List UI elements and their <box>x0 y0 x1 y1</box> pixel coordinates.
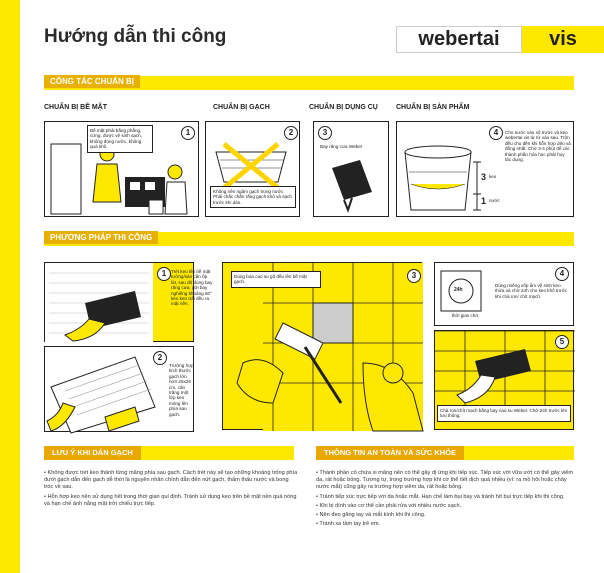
safety-item: • Thành phần có chứa xi măng nên có thể gây dị ứng khi tiếp xúc. Tiếp xúc với vữa ướt có thể gây viêm da, rát hoặc bỏng. Tương tự, trong trường hợp khi cơ thể tiết dịch quá nhiều (ví: ra mồ hôi hoặc chảy nước mắt) cũng gây ra trường hợp viêm da, rát hoặc bỏng. <box>316 470 578 492</box>
surface-step-number: 1 <box>181 126 195 140</box>
brand-part-vis: vis <box>522 26 604 53</box>
page-title: Hướng dẫn thi công <box>44 26 227 47</box>
method-step4-panel <box>434 262 574 326</box>
step4-note: Dùng miếng xốp ẩm vệ sinh keo thừa và chờ 24h cho keo khô trước khi chà ron/ chít mạch. <box>495 283 568 299</box>
safety-header <box>316 446 574 460</box>
tile-panel <box>205 121 300 217</box>
trowel-icon <box>314 122 390 218</box>
ratio-water: 1 <box>481 196 487 206</box>
notes-item: • Không được trét keo thành từng mảng phía sau gạch. Cách trét này sẽ tạo những khoảng trống phía dưới gạch dẫn đến gạch dễ thời là nguyên nhân chính dẫn đến nứt gạch, thấm thấu nước và bong tróc về sau. <box>44 470 298 492</box>
prep-band-title: CÔNG TÁC CHUẨN BỊ <box>44 75 140 88</box>
method-step2-panel <box>44 346 194 432</box>
tools-step-number: 3 <box>318 126 332 140</box>
product-note: Cho nước vào xô trước và keo webertai vis từ từ vào sau. Trộn đều cho đến khi hỗn hợp dẻo và đồng nhất. Chờ 3-4 phút để các thành phần hóa học phát huy tác dụng. <box>505 130 571 163</box>
step4-number: 4 <box>555 267 569 281</box>
step5-note: Chà ron/chít mạch bằng bay cao su Weber. Chờ 24h trước khi lưu thông. <box>437 405 571 422</box>
safety-item: • Tránh xa tầm tay trẻ em. <box>316 521 578 528</box>
surface-label: CHUẨN BỊ BỀ MẶT <box>44 104 107 111</box>
product-label: CHUẨN BỊ SẢN PHẨM <box>396 104 470 111</box>
step1-note: Trét keo lên bề mặt tường/sàn cần ốp lát, sau đó dùng bay răng cưa, gữi bay nghiêng khoảng 60° kéo keo trải đều ra mặt nền. <box>171 269 213 307</box>
step3-illustration <box>223 263 423 431</box>
safety-list <box>316 470 578 530</box>
step2-number: 2 <box>153 351 167 365</box>
clock-text: 24h <box>454 287 463 293</box>
tile-step-number: 2 <box>284 126 298 140</box>
tools-note: Bay răng cưa Weber <box>320 144 363 149</box>
notes-item: • Hỗn hợp keo nên sử dụng hết trong thời gian qui định. Tránh sử dụng keo trên bề mặt nền quá nóng và hạn chế ánh nắng mặt trời chiếu trực tiếp. <box>44 494 298 508</box>
left-accent-bar <box>0 0 20 573</box>
notes-list <box>44 470 298 510</box>
tools-panel <box>313 121 389 217</box>
step3-note: Dùng búa cao su gõ đều lên bề mặt gạch. <box>231 271 321 288</box>
safety-title: THÔNG TIN AN TOÀN VÀ SỨC KHỎE <box>316 446 464 460</box>
notes-header <box>44 446 294 460</box>
method-band-title: PHƯƠNG PHÁP THI CÔNG <box>44 231 158 244</box>
ratio-glue: 3 <box>481 172 487 182</box>
method-step1-panel <box>44 262 213 342</box>
step3-number: 3 <box>407 269 421 283</box>
surface-note: Bề mặt phải bằng phẳng, cứng, được vệ sinh sạch, không đọng nước, không quá khô. <box>87 125 153 153</box>
safety-item: • Nên đeo găng tay và mắt kính khi thi công. <box>316 512 578 519</box>
step5-number: 5 <box>555 335 569 349</box>
method-step3-panel <box>222 262 422 430</box>
safety-item: • Tránh tiếp xúc trực tiếp với da hoặc mắt. Hạn chế làm bụi bay và tránh hít bụi trực tiếp khi thi công. <box>316 494 578 501</box>
clock-caption: thời gian chờ <box>451 313 479 318</box>
product-panel <box>396 121 574 217</box>
ratio-water-label: nước <box>489 198 500 203</box>
step1-number: 1 <box>157 267 171 281</box>
brand-part-webertai: webertai <box>396 26 522 53</box>
surface-panel <box>44 121 199 217</box>
method-step5-panel <box>434 330 574 430</box>
step2-note: Trường hợp kích thước gạch lớn hơn 25x25 cm, cần trãng một lớp keo mỏng lên phía sau gạch. <box>169 363 194 417</box>
safety-item: • Khi bị dính vào cơ thể cần phải rửa với nhiều nước sạch. <box>316 503 578 510</box>
tile-label: CHUẨN BỊ GẠCH <box>213 104 270 111</box>
brand-logo <box>396 26 604 53</box>
tile-note: Không nên ngâm gạch trong nước. Phải chắc chắn rằng gạch khô và sạch trước khi dán. <box>210 186 296 208</box>
notes-title: LƯU Ý KHI DÁN GẠCH <box>44 446 141 460</box>
product-step-number: 4 <box>489 126 503 140</box>
tools-label: CHUẨN BỊ DỤNG CỤ <box>309 104 378 111</box>
ratio-glue-label: keo <box>489 174 497 179</box>
